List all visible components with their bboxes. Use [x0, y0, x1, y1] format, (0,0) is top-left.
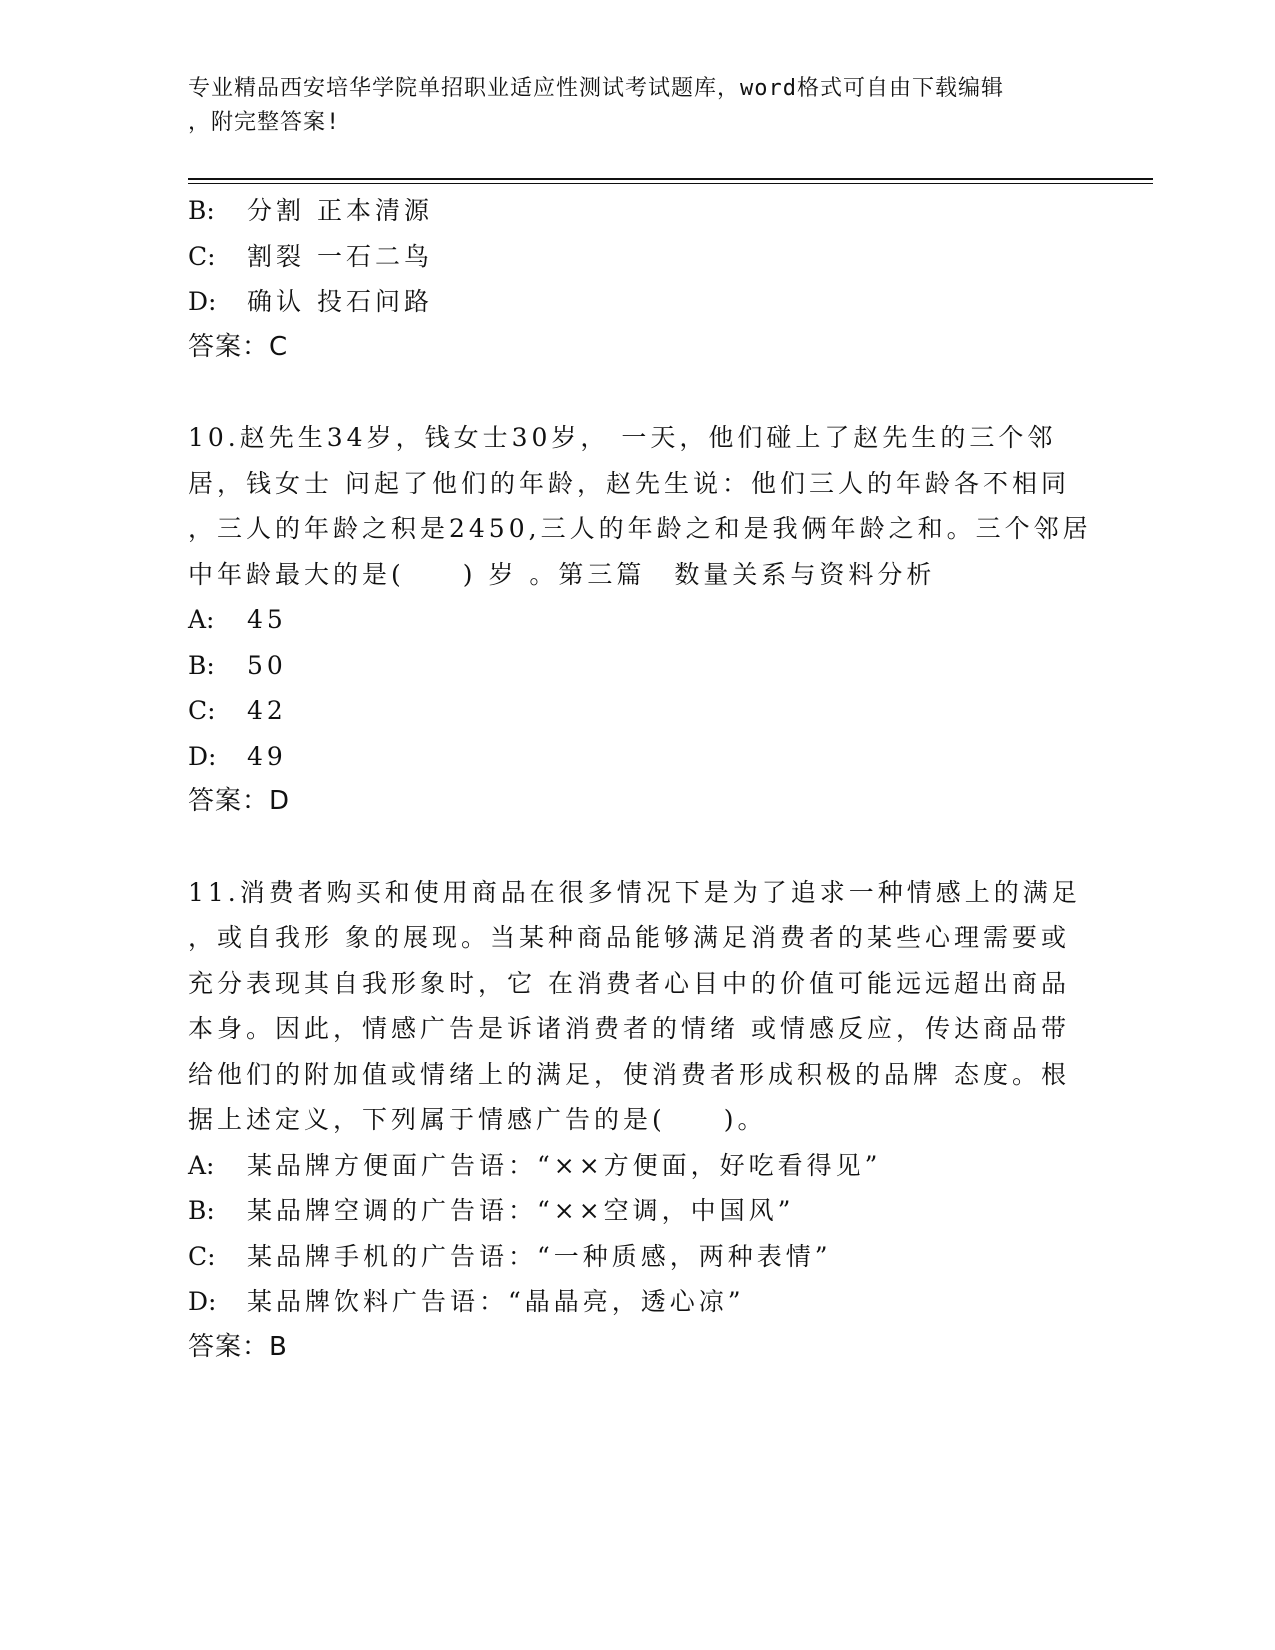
question-10-block: [188, 415, 1092, 825]
question-9-block: [188, 188, 1088, 370]
answer-line: 答案：C: [188, 331, 289, 362]
option-text: 割裂 一石二鸟: [247, 241, 433, 271]
question-text-line: 10.赵先生34岁，钱女士30岁， 一天，他们碰上了赵先生的三个邻: [188, 423, 1057, 452]
option-letter: C:: [188, 1241, 216, 1271]
question-text-line: 给他们的附加值或情绪上的满足，使消费者形成积极的品牌 态度。根: [188, 1059, 1070, 1089]
option-row: [188, 188, 1088, 234]
option-letter: B:: [188, 196, 215, 225]
option-row: [188, 234, 1088, 280]
question-text-line: 中年龄最大的是( ) 岁 。第三篇 数量关系与资料分析: [188, 559, 936, 589]
option-text: 50: [247, 650, 287, 680]
document-header: [188, 72, 1078, 140]
option-row: [188, 688, 1088, 734]
option-letter: A:: [188, 1150, 215, 1180]
option-text: 49: [247, 741, 287, 771]
option-row: [188, 279, 1088, 325]
option-text: 某品牌饮料广告语：“晶晶亮，透心凉”: [247, 1287, 745, 1316]
question-text-line: 居，钱女士 问起了他们的年龄，赵先生说：他们三人的年龄各不相同: [188, 468, 1070, 498]
question-11-block: [188, 870, 1088, 1371]
option-text: 42: [247, 696, 287, 725]
option-letter: D:: [188, 741, 217, 771]
question-content: [188, 188, 1092, 1370]
option-letter: D:: [188, 1287, 217, 1316]
question-text-line: 本身。因此，情感广告是诉诸消费者的情绪 或情感反应，传达商品带: [188, 1014, 1070, 1043]
option-row: [188, 1279, 1088, 1325]
question-text-line: ，或自我形 象的展现。当某种商品能够满足消费者的某些心理需要或: [188, 923, 1070, 952]
option-text: 某品牌方便面广告语：“××方便面，好吃看得见”: [247, 1150, 882, 1180]
spacer: [188, 825, 1088, 870]
question-text-line: 11.消费者购买和使用商品在很多情况下是为了追求一种情感上的满足: [188, 877, 1081, 907]
header-line-2: ，附完整答案!: [188, 110, 341, 135]
option-text: 某品牌空调的广告语：“××空调，中国风”: [247, 1196, 795, 1225]
option-letter: C:: [188, 696, 216, 725]
question-text-line: 充分表现其自我形象时，它 在消费者心目中的价值可能远远超出商品: [188, 968, 1070, 998]
option-text: 某品牌手机的广告语：“一种质感，两种表情”: [247, 1241, 832, 1271]
option-row: [188, 643, 1088, 689]
header-rule-thick: [188, 178, 1153, 180]
option-letter: D:: [188, 287, 217, 316]
question-text-line: ，三人的年龄之积是2450,三人的年龄之和是我俩年龄之和。三个邻居: [188, 514, 1092, 543]
spacer: [188, 370, 1088, 415]
header-line-1: 专业精品西安培华学院单招职业适应性测试考试题库，word格式可自由下载编辑: [188, 76, 1004, 101]
option-text: 45: [247, 605, 287, 634]
option-text: 分割 正本清源: [247, 196, 433, 225]
option-row: [188, 1188, 1088, 1234]
header-rule-thin: [188, 183, 1153, 184]
answer-line: 答案：B: [188, 1331, 288, 1362]
option-letter: C:: [188, 241, 216, 271]
option-letter: B:: [188, 1196, 215, 1225]
option-text: 确认 投石问路: [247, 287, 433, 316]
option-row: [188, 1143, 1088, 1189]
option-row: [188, 597, 1088, 643]
question-text-line: 据上述定义，下列属于情感广告的是( )。: [188, 1105, 767, 1134]
option-letter: A:: [188, 605, 215, 634]
answer-line: 答案：D: [188, 786, 291, 816]
option-letter: B:: [188, 650, 215, 680]
option-row: [188, 734, 1088, 780]
option-row: [188, 1234, 1088, 1280]
